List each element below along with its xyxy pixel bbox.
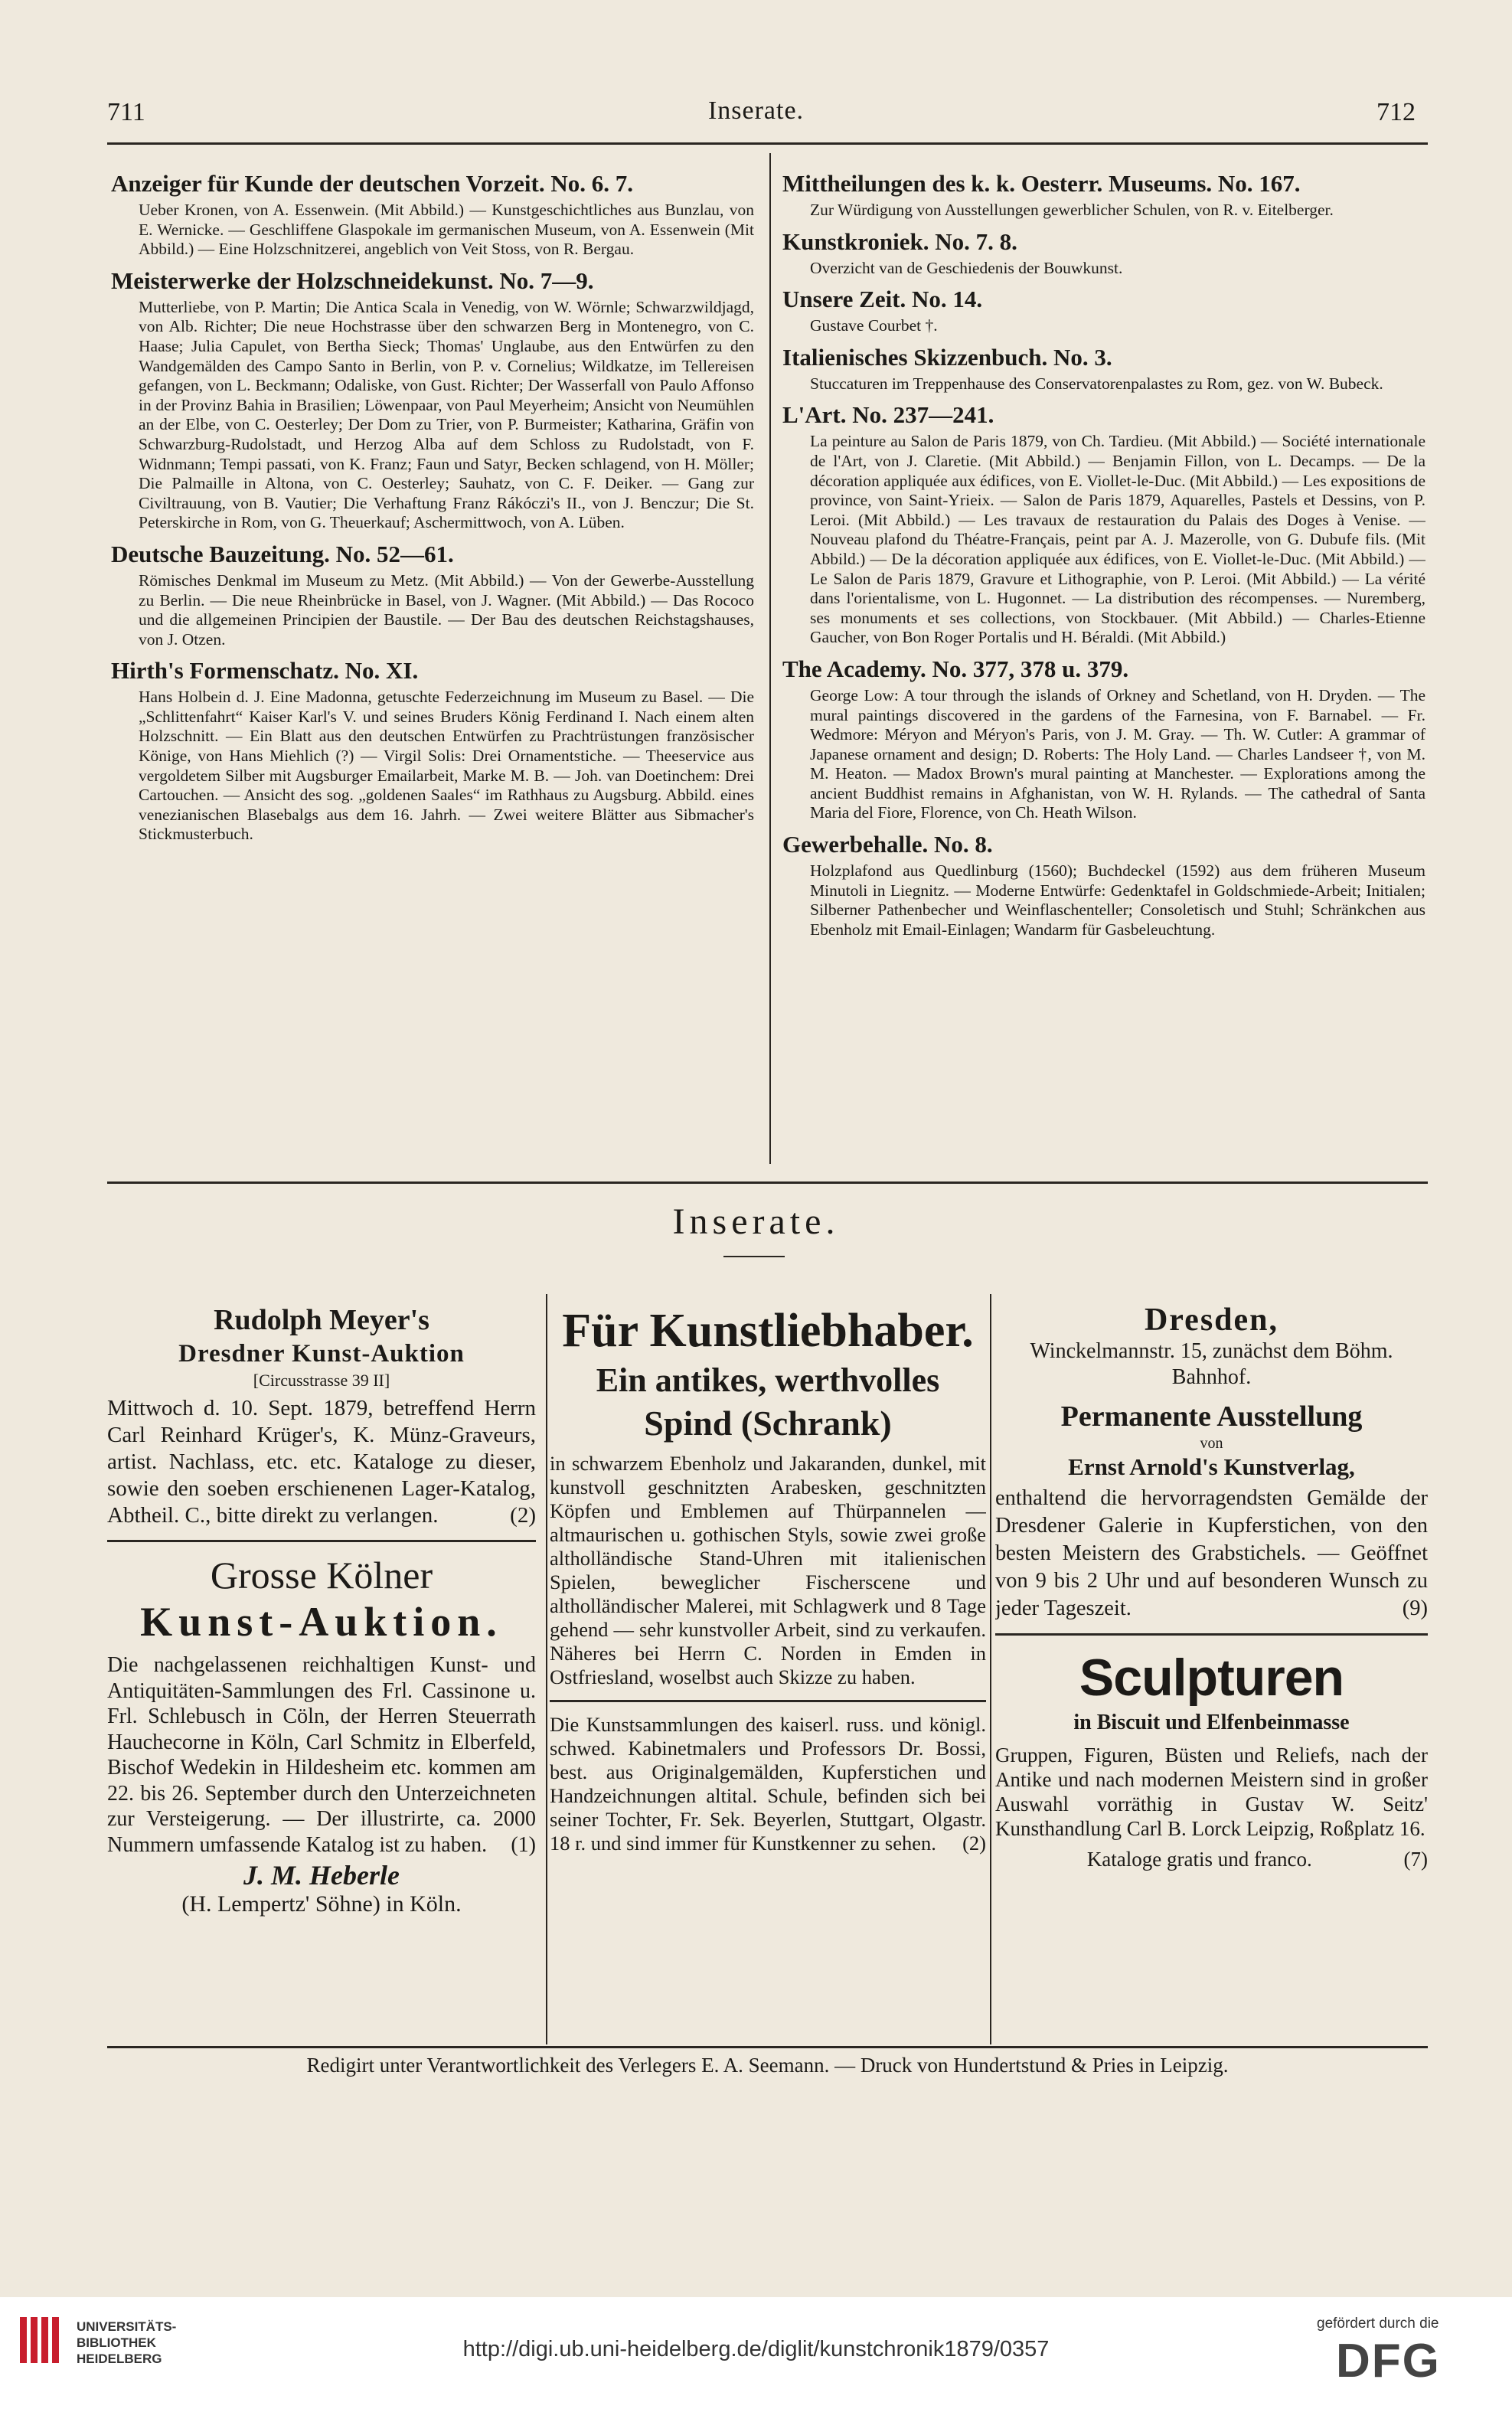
catalog-entry: [782, 831, 1425, 940]
imprint-rule: [107, 2046, 1428, 2048]
ads-column-3: [995, 1302, 1428, 2067]
catalog-entry: [111, 541, 754, 649]
page-number-left: 711: [107, 98, 145, 126]
title-ornament: [723, 1256, 785, 1257]
entry-body: Römisches Denkmal im Museum zu Metz. (Mit Abbild.) — Von der Gewerbe-Ausstellung zu Berlin. — Die neue Rheinbrücke in Basel, von J. Wagner. (Mit Abbild.) — Das Rococo und die allgemeinen Principien der Baustile. — Der Bau des deutschen Reichstagshauses, von J. Otzen.: [139, 570, 754, 649]
ad-meyer-text: Mittwoch d. 10. Sept. 1879, betreffend Herrn Carl Reinhard Krüger's, K. Münz-Graveurs, artist. Nachlass, etc. etc. Kataloge zu dieser, sowie den soeben erschienenen Lager-Katalog, Abtheil. C., bitte direkt zu verlangen. (2): [107, 1396, 536, 1528]
dfg-logo: DFG: [1336, 2335, 1441, 2387]
ad-koelner-title2: Kunst-Auktion.: [140, 1599, 503, 1645]
entry-body: Gustave Courbet †.: [810, 316, 938, 335]
ad-meyer-name: Rudolph Meyer's: [214, 1304, 429, 1336]
ad-kunstliebhaber-title: Für Kunstliebhaber.: [562, 1305, 974, 1357]
ad-dresden-title: Permanente Ausstellung: [1060, 1400, 1363, 1433]
ad-koelner: [107, 1553, 536, 1917]
entry-body: Holzplafond aus Quedlinburg (1560); Buchdeckel (1592) aus dem früheren Museum Minutoli in Liegnitz. — Moderne Entwürfe: Gedenktafel in Goldschmiede-Arbeit; Initialen; Silberner Pathenbecher und Weinflaschenteller; Consoletisch und Stuhl; Schränkchen aus Ebenholz mit Email-Einlagen; Wandarm für Gasbeleuchtung.: [810, 861, 1425, 939]
ad-dresden-text: enthaltend die hervorragendsten Gemälde der Dresdener Galerie in Kupferstichen, von den besten Meistern des Grabstichels. — Geöffnet von 9 bis 2 Uhr und auf besonderen Wunsch zu jeder Tageszeit. (9): [995, 1486, 1428, 1620]
catalog-entry: [782, 170, 1425, 221]
running-head: Inserate.: [707, 96, 805, 125]
header-rule: [107, 142, 1428, 145]
entry-body: George Low: A tour through the islands of Orkney and Schetland, von H. Dryden. — The mural paintings discovered in the gardens of the Farnesina, von F. Barnabel. — Fr. Wedmore: Méryon and Méryon's Paris, von J. M. Gray. — Th. W. Cutler: A grammar of Japanese ornament and design; D. Roberts: The Holy Land. — Charles Landseer †, von M. M. Heaton. — Madox Brown's mural painting at Manchester. — Explorations among the ancient Buddhist remains in Afghanistan, von W. H. Rylands. — The cathedral of Santa Maria del Fiore, Florence, von Ch. Heath Wilson.: [810, 685, 1425, 822]
ad-kunstliebhaber-sub1: Ein antikes, werthvolles: [596, 1361, 940, 1399]
entry-title: The Academy. No. 377, 378 u. 379.: [782, 655, 1129, 682]
entry-body: Overzicht van de Geschiedenis der Bouwkunst.: [810, 258, 1123, 277]
ad-meyer-firm: Dresdner Kunst-Auktion: [178, 1340, 465, 1368]
ads-divider-1: [546, 1294, 547, 2044]
ad-meyer-address: [Circusstrasse 39 II]: [253, 1371, 390, 1390]
ad-dresden-address: Winckelmannstr. 15, zunächst dem Böhm. Bahnhof.: [1030, 1339, 1393, 1389]
page-number-right: 712: [1376, 98, 1416, 126]
catalog-entry: [111, 267, 754, 533]
imprint: Redigirt unter Verantwortlichkeit des Verlegers E. A. Seemann. — Druck von Hundertstund & Pries in Leipzig.: [306, 2054, 1229, 2077]
library-name: UNIVERSITÄTS- BIBLIOTHEK HEIDELBERG: [77, 2319, 177, 2366]
entry-title: Meisterwerke der Holzschneidekunst. No. 7—9.: [111, 266, 594, 294]
section-rule: [107, 1181, 1428, 1184]
permalink-url[interactable]: http://digi.ub.uni-heidelberg.de/diglit/kunstchronik1879/0357: [462, 2337, 1050, 2361]
catalog-entry: [111, 170, 754, 260]
entry-body: La peinture au Salon de Paris 1879, von Ch. Tardieu. (Mit Abbild.) — Société internationale de l'Art, von J. Claretie. (Mit Abbild.) — Benjamin Fillon, von L. Decamps. — De la décoration appliquée aux édifices, von E. Viollet-le-Duc. (Mit Abbild.) — Les expositions de province, von Saint-Yrieix. — Salon de Paris 1879, Aquarelles, Pastels et Dessins, von P. Leroi. (Mit Abbild.) — Les travaux de restauration du Palais des Doges à Venise. — Nouveau plafond du Théatre-Français, peint par A. J. Mazerolle, von G. Dubufe fils. (Mit Abbild.) — De la décoration appliquée aux édifices, von E. Viollet-le-Duc. (Mit Abbild.) — Le Salon de Paris 1879, Gravure et Lithographie, von P. Leroi. (Mit Abbild.) — La vérité dans l'orientalisme, von L. Hugonnet. — La distribution des récompenses. — Nuremberg, ses monuments et ses collections, von Stockbauer. (Mit Abbild.) — Charles-Etienne Gaucher, von Bon Roger Portalis und H. Béraldi. (Mit Abbild.): [810, 432, 1425, 647]
entry-title: Kunstkroniek. No. 7. 8.: [782, 227, 1017, 255]
viewer-footer: [0, 2297, 1512, 2412]
funded-by-label: gefördert durch die: [1317, 2316, 1439, 2332]
catalog-entry: [782, 344, 1425, 394]
ad-kunstliebhaber-sub2: Spind (Schrank): [644, 1404, 892, 1443]
catalog-entry: [782, 655, 1425, 823]
ad-kunstliebhaber: [550, 1302, 986, 1689]
ad-dresden: [995, 1302, 1428, 1623]
ad-dresden-city: Dresden,: [1144, 1302, 1279, 1338]
entry-title: L'Art. No. 237—241.: [782, 401, 994, 429]
entry-body: Mutterliebe, von P. Martin; Die Antica Scala in Venedig, von W. Wörnle; Schwarzwildjagd, von Alb. Richter; Die neue Hochstrasse über den schwarzen Berg in Montenegro, von C. Haase; Julia Capulet, von Bertha Sieck; Thomas' Unglaube, aus den Entwürfen zu den Wandgemälden des Campo Santo in Berlin, von P. v. Cornelius; Wildkatze, im Tellereisen gefangen, von L. Beckmann; Odaliske, von Gust. Richter; Der Wasserfall von Paulo Affonso in der Provinz Bahia in Brasilien; Löwenpaar, von Paul Meyerheim; Ansicht von Neumühlen an der Elbe, von C. Oesterley; Der Dom zu Trier, von P. Burmeister; Katharina, Gräfin von Schwarzburg-Rudolstadt, und Herzog Alba auf dem Schloss zu Rudolstadt, von F. Widnmann; Tempi passati, von K. Franz; Faun und Satyr, Becken schlagend, von H. Möller; Die Palmaille in Altona, von C. Oesterley; Sauhatz, von C. F. Deiker. — Gang zur Civiltrauung, von B. Vautier; Die Verhaftung Franz Rákóczi's II., von J. Benczur; Die St. Peterskirche in Rom, von G. Theuerkauf; Aschermittwoch, von A. Lüben.: [139, 297, 754, 532]
ad-koelner-title1: Grosse Kölner: [210, 1554, 433, 1597]
entry-title: Hirth's Formenschatz. No. XI.: [111, 657, 419, 685]
entry-title: Deutsche Bauzeitung. No. 52—61.: [111, 540, 454, 567]
ads-divider-2: [990, 1294, 991, 2044]
entry-body: Hans Holbein d. J. Eine Madonna, getuschte Federzeichnung im Museum zu Basel. — Die „Schlittenfahrt“ Kaiser Karl's V. und seines Bruders König Ferdinand I. Nach einem alten Holzschnitt. — Ein Blatt aus den deutschen Entwürfen zu Prachtrüstungen französischer Könige, von Hans Miehlich (?) — Virgil Solis: Drei Ornamentstiche. — Theeservice aus vergoldetem Silber mit Augsburger Emailarbeit, Marke M. B. — Joh. van Doetinchem: Drei Cartouchen. — Ansicht des sog. „goldenen Saales“ im Rathhaus zu Augsburg. Abbild. eines venezianischen Blasebalgs aus dem 16. Jahrh. — Zwei weitere Blätter aus Sibmacher's Stickmusterbuch.: [139, 688, 754, 844]
ad-sculpturen-footer: Kataloge gratis und franco. (7): [1086, 1848, 1428, 1871]
ad-divider: [107, 1540, 536, 1542]
catalog-entry: [111, 657, 754, 845]
left-column: [111, 170, 754, 1158]
entry-title: Anzeiger für Kunde der deutschen Vorzeit. No. 6. 7.: [111, 170, 633, 197]
ad-dresden-von: von: [1200, 1435, 1223, 1452]
catalog-entry: [782, 286, 1425, 336]
column-divider: [769, 153, 771, 1164]
entry-title: Unsere Zeit. No. 14.: [782, 286, 983, 313]
entry-title: Gewerbehalle. No. 8.: [782, 831, 993, 858]
ad-sammlung: [550, 1713, 986, 1855]
ads-column-2: [550, 1302, 986, 2067]
entry-body: Stuccaturen im Treppenhause des Conservatorenpalastes zu Rom, gez. von W. Bubeck.: [810, 374, 1383, 393]
ad-koelner-signature: J. M. Heberle: [243, 1860, 400, 1891]
ad-sculpturen-sub: in Biscuit und Elfenbeinmasse: [1073, 1711, 1350, 1734]
ad-kunstliebhaber-text: in schwarzem Ebenholz und Jakaranden, dunkel, mit kunstvoll geschnitzten Arabesken, geschnitzten Köpfen und Emblemen auf Thürpannelen — altmaurischen u. gothischen Styls, sowie zwei große altholländische Stand-Uhren mit italienischen Spielen, beweglicher Fischerscene und altholländischer Malerei, mit Schlagwerk und 8 Tage gehend — sehr kunstvoller Arbeit, sind zu verkaufen. Näheres bei Herrn C. Norden in Emden in Ostfriesland, woselbst auch Skizze zu haben.: [550, 1452, 986, 1688]
ad-sculpturen-title: Sculpturen: [1079, 1649, 1344, 1707]
ad-koelner-firm: (H. Lempertz' Söhne) in Köln.: [181, 1891, 462, 1917]
entry-body: Zur Würdigung von Ausstellungen gewerblicher Schulen, von R. v. Eitelberger.: [810, 201, 1334, 219]
ad-sculpturen: [995, 1646, 1428, 1874]
ad-divider: [995, 1633, 1428, 1636]
ad-dresden-firm: Ernst Arnold's Kunstverlag,: [1068, 1453, 1355, 1480]
entry-title: Italienisches Skizzenbuch. No. 3.: [782, 343, 1112, 371]
ad-divider: [550, 1700, 986, 1702]
entry-title: Mittheilungen des k. k. Oesterr. Museums. No. 167.: [782, 170, 1301, 197]
ad-meyer: [107, 1302, 536, 1529]
ad-sculpturen-text: Gruppen, Figuren, Büsten und Reliefs, nach der Antike und nach modernen Meistern sind in großer Auswahl vorräthig in Gustav W. Seitz' Kunsthandlung Carl B. Lorck Leipzig, Roßplatz 16.: [995, 1744, 1428, 1840]
ad-koelner-text: Die nachgelassenen reichhaltigen Kunst- und Antiquitäten-Sammlungen des Frl. Cassinone u. Frl. Schlebusch in Cöln, der Herren Steuerrath Hauchecorne in Köln, Carl Schmitz in Elberfeld, Bischof Wedekin in Hildesheim etc. kommen am 22. bis 26. September durch den Unterzeichneten zur Versteigerung. — Der illustrirte, ca. 2000 Nummern umfassende Katalog ist zu haben. (1): [107, 1653, 536, 1857]
catalog-entry: [782, 228, 1425, 279]
ad-sammlung-text: Die Kunstsammlungen des kaiserl. russ. und königl. schwed. Kabinetmalers und Professors Dr. Bossi, best. aus Originalgemälden, Kupferstichen und Handzeichnungen altital. Schule, befinden sich bei seiner Tochter, Fr. Sek. Beyerlen, Stuttgart, Olgastr. 18 r. und sind immer für Kunstkenner zu sehen. (2): [550, 1713, 986, 1855]
right-column: [782, 170, 1425, 1165]
inserate-title: Inserate.: [672, 1201, 840, 1242]
ads-column-1: [107, 1302, 536, 2067]
entry-body: Ueber Kronen, von A. Essenwein. (Mit Abbild.) — Kunstgeschichtliches aus Bunzlau, von E. Wernicke. — Geschliffene Glaspokale im germanischen Museum, von A. Essenwein (Mit Abbild.) — Eine Holzschnitzerei, angeblich von Veit Stoss, von R. Bergau.: [139, 201, 754, 259]
catalog-entry: [782, 401, 1425, 648]
